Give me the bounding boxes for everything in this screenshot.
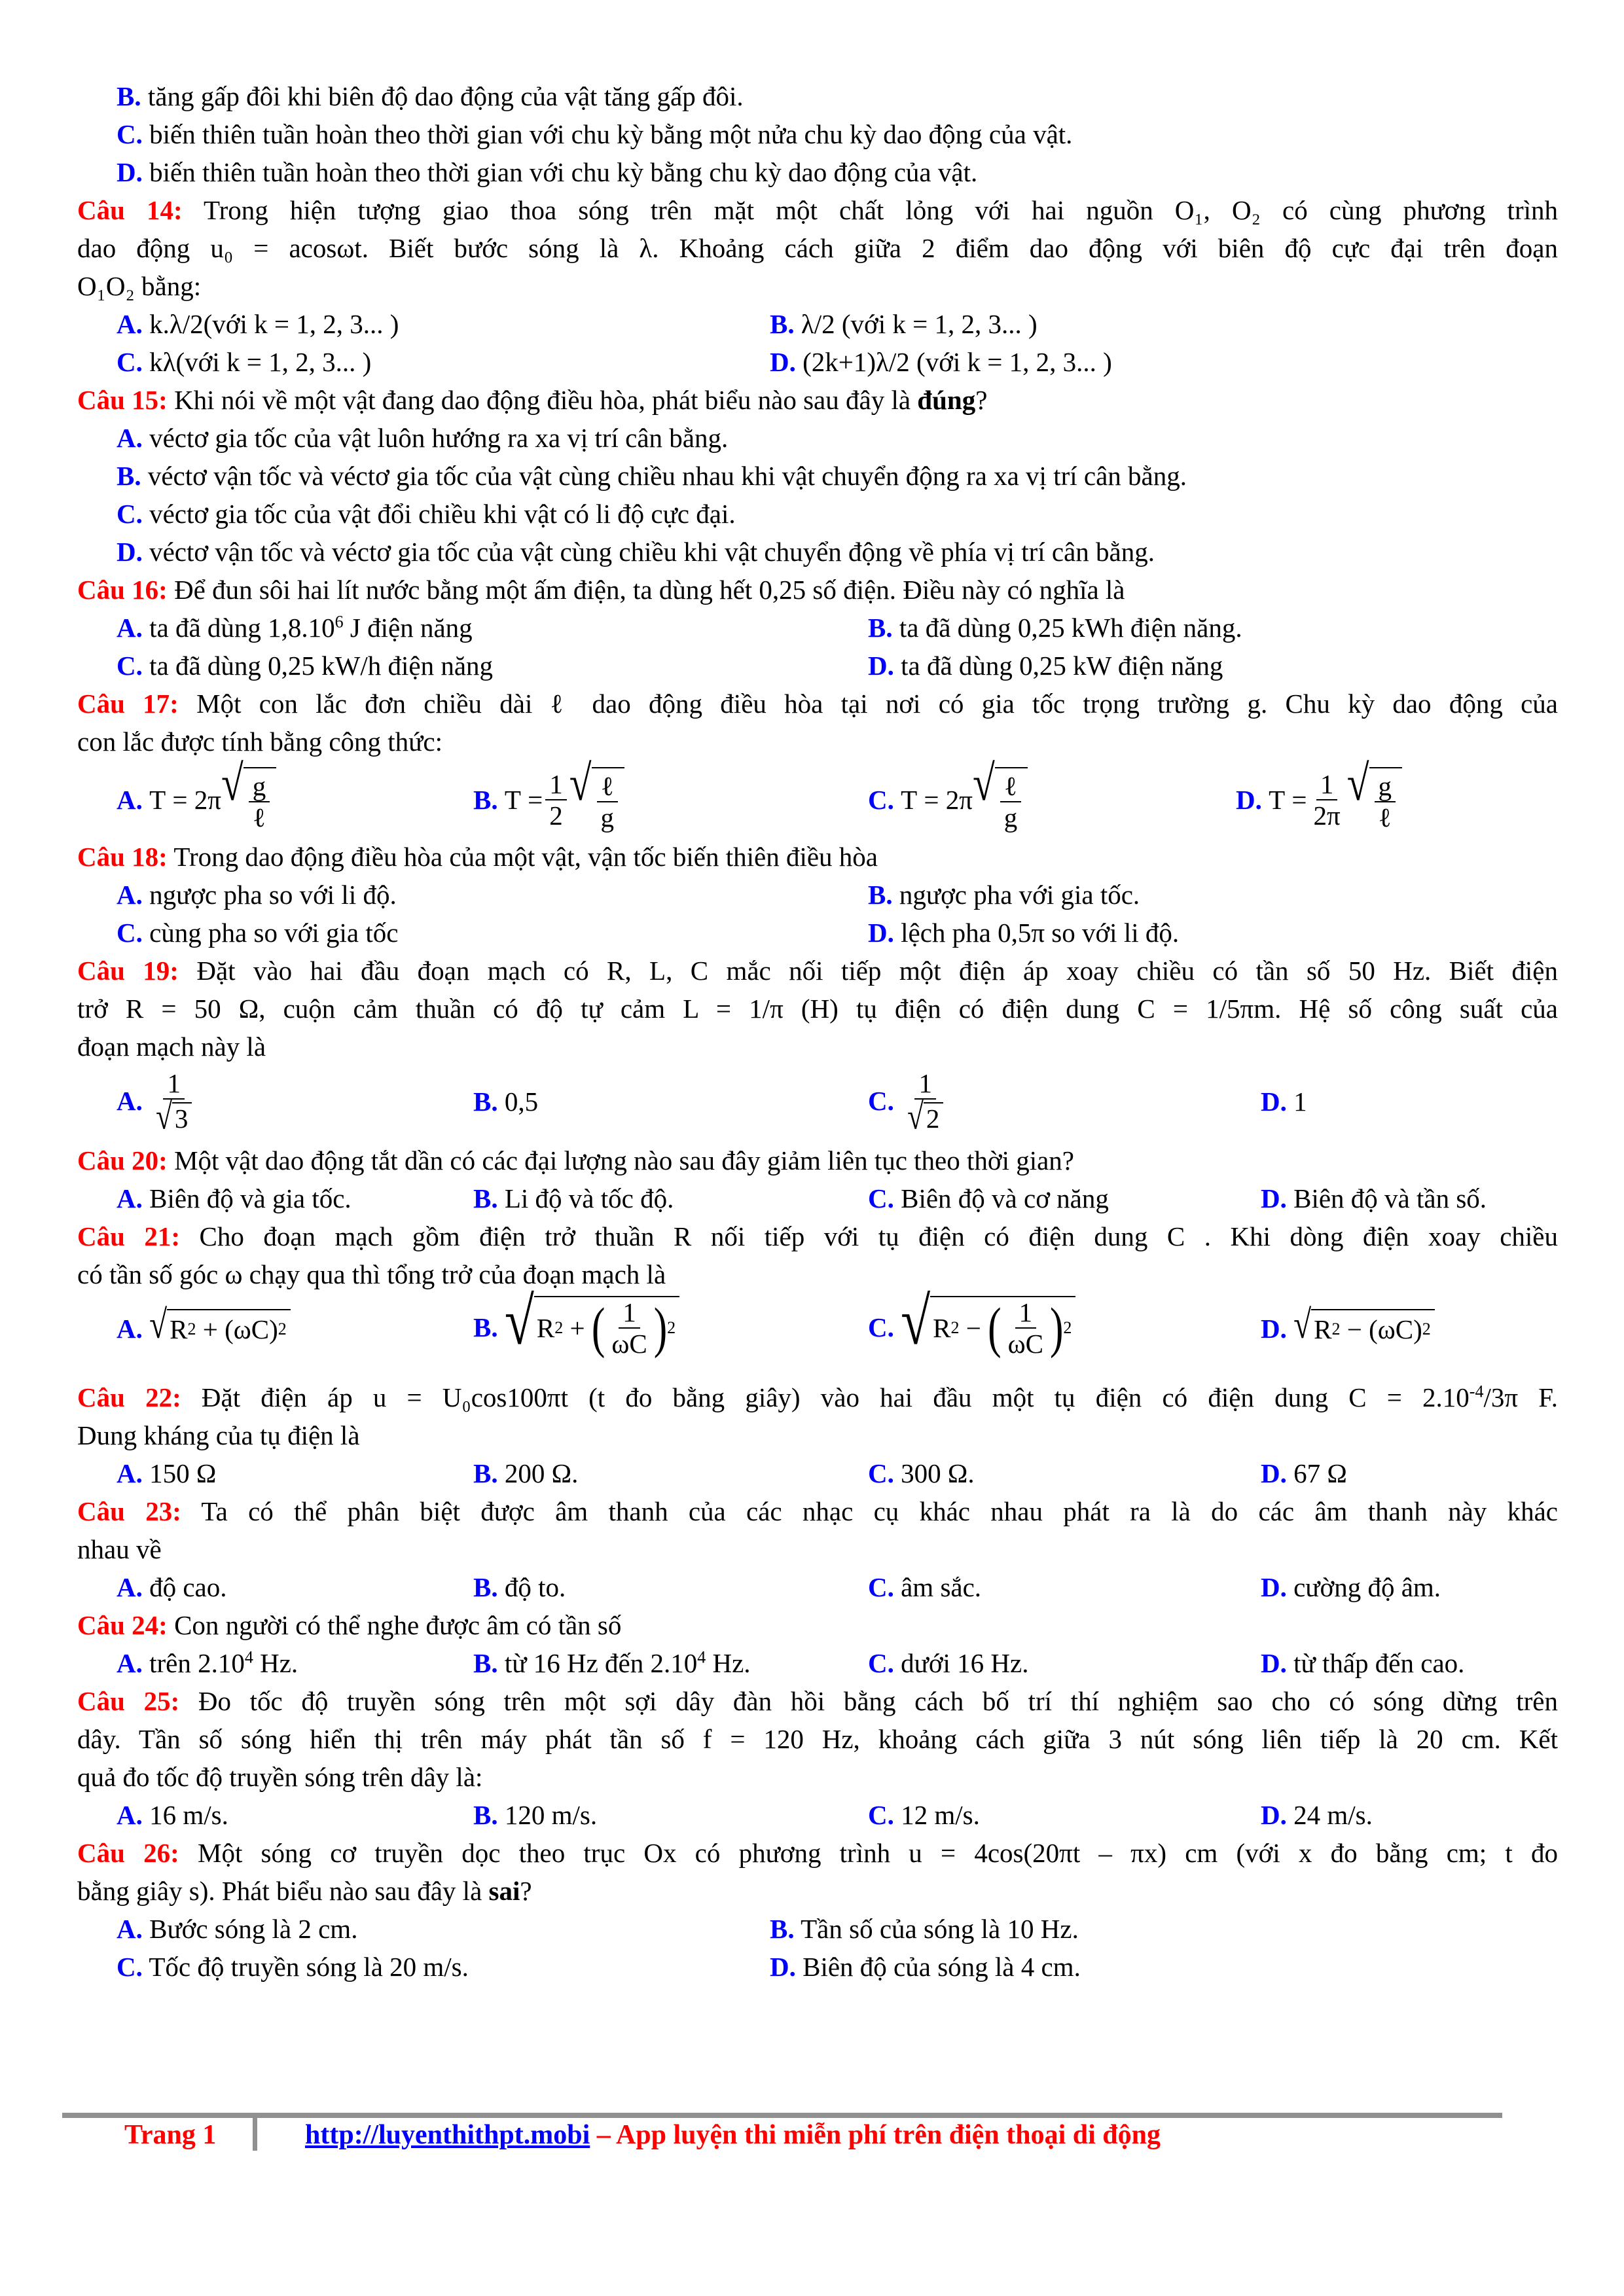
option-c[interactable]: C. dưới 16 Hz.	[868, 1648, 1029, 1678]
option-b[interactable]: B. 0,5	[473, 1086, 539, 1117]
option-b[interactable]: B. λ/2 (với k = 1, 2, 3... )	[770, 309, 1038, 339]
option-d[interactable]: D. ta đã dùng 0,25 kW điện năng	[868, 651, 1223, 681]
page-number: Trang 1	[124, 2120, 217, 2150]
options-row	[77, 305, 1558, 343]
option-b[interactable]: B. Li độ và tốc độ.	[473, 1183, 674, 1213]
footer-promo	[305, 2119, 1161, 2151]
question-text: có tần số góc ω chạy qua thì tổng trở của đoạn mạch là	[77, 1259, 666, 1289]
option-c[interactable]: C. 300 Ω.	[868, 1458, 975, 1488]
option-d[interactable]: D. 1	[1261, 1086, 1307, 1117]
options-row	[77, 914, 1558, 952]
question-19: Câu 19: Đặt vào hai đầu đoạn mạch có R, L, C mắc nối tiếp một điện áp xoay chiều có tần số 50 Hz. Biết điện	[77, 956, 1558, 986]
option-c[interactable]: C. ta đã dùng 0,25 kW/h điện năng	[117, 651, 494, 681]
question-17: Câu 17: Một con lắc đơn chiều dài ℓ dao động điều hòa tại nơi có gia tốc trọng trường g. Chu kỳ dao động của	[77, 689, 1558, 719]
options-row	[77, 647, 1558, 685]
option-c[interactable]: C. kλ(với k = 1, 2, 3... )	[117, 347, 372, 377]
options-row	[77, 343, 1558, 381]
question-23: Câu 23: Ta có thể phân biệt được âm thanh của các nhạc cụ khác nhau phát ra là do các âm thanh này khác	[77, 1496, 1558, 1526]
options-row	[77, 1568, 1558, 1606]
question-text: quả đo tốc độ truyền sóng trên dây là:	[77, 1762, 483, 1792]
option-b[interactable]: B. ngược pha với gia tốc.	[868, 880, 1140, 910]
options-row	[77, 876, 1558, 914]
question-text: dao động u₀ = acosωt. Biết bước sóng là λ. Khoảng cách giữa 2 điểm dao động với biên độ cực đại trên đoạn	[77, 233, 1558, 263]
option-d[interactable]: D. 67 Ω	[1261, 1458, 1347, 1488]
exam-content	[77, 77, 1558, 1986]
option-d[interactable]: D. Biên độ và tần số.	[1261, 1183, 1487, 1213]
question-text: trở R = 50 Ω, cuộn cảm thuần có độ tự cảm L = 1/π (H) tụ điện có điện dung C = 1/5πm. Hệ số công suất của	[77, 994, 1558, 1024]
formula-options-row	[77, 1283, 1558, 1378]
options-row	[77, 609, 1558, 647]
question-text: nhau về	[77, 1534, 162, 1564]
options-row	[77, 1910, 1558, 1948]
option-b[interactable]: B. 200 Ω.	[473, 1458, 579, 1488]
formula-options-row	[77, 755, 1558, 838]
option-line: C. biến thiên tuần hoàn theo thời gian với chu kỳ bằng một nửa chu kỳ dao động của vật.	[117, 119, 1073, 149]
option-c[interactable]: C. √ R 2 − ( $\frac{1}{\omega C}$ ) 2	[868, 1296, 1075, 1359]
question-14: Câu 14: Trong hiện tượng giao thoa sóng trên mặt một chất lỏng với hai nguồn O₁, O₂ có cùng phương trình	[77, 195, 1558, 225]
option-d[interactable]: D. Biên độ của sóng là 4 cm.	[770, 1952, 1081, 1982]
option-d[interactable]: D. 24 m/s.	[1261, 1800, 1373, 1830]
question-text: bằng giây s). Phát biểu nào sau đây là sai?	[77, 1876, 532, 1906]
question-text: dây. Tần số sóng hiển thị trên máy phát tần số f = 120 Hz, khoảng cách giữa 3 nút sóng liên tiếp là 20 cm. Kết	[77, 1724, 1558, 1754]
option-d[interactable]: D. lệch pha 0,5π so với li độ.	[868, 918, 1180, 948]
option-a[interactable]: A. độ cao.	[117, 1572, 227, 1602]
option-b[interactable]: B. 120 m/s.	[473, 1800, 598, 1830]
option-b[interactable]: B. véctơ vận tốc và véctơ gia tốc của vật cùng chiều nhau khi vật chuyển động ra xa vị trí cân bằng.	[117, 461, 1187, 491]
formula-options-row	[77, 1066, 1558, 1141]
option-a[interactable]: A. ta đã dùng 1,8.10$^6$ J điện năng	[117, 612, 473, 643]
question-21: Câu 21: Cho đoạn mạch gồm điện trở thuần R nối tiếp với tụ điện có điện dung C . Khi dòng điện xoay chiều	[77, 1221, 1558, 1251]
question-26: Câu 26: Một sóng cơ truyền dọc theo trục Ox có phương trình u = 4cos(20πt – πx) cm (với x đo bằng cm; t đo	[77, 1838, 1558, 1868]
option-a[interactable]: A. 150 Ω	[117, 1458, 217, 1488]
option-a[interactable]: A. 1 √ 3	[117, 1068, 198, 1134]
question-20: Câu 20: Một vật dao động tắt dần có các đại lượng nào sau đây giảm liên tục theo thời gian?	[77, 1145, 1074, 1175]
option-a[interactable]: A. √ R 2 + ( ωC ) 2	[117, 1309, 291, 1348]
option-b[interactable]: B. từ 16 Hz đến 2.10$^4$ Hz.	[473, 1647, 751, 1678]
option-b[interactable]: B. √ R 2 + ( $\frac{1}{\omega C}$ ) 2	[473, 1296, 679, 1359]
question-25: Câu 25: Đo tốc độ truyền sóng trên một sợi dây đàn hồi bằng cách bố trí thí nghiệm sao cho có sóng dừng trên	[77, 1686, 1558, 1716]
option-a[interactable]: A. trên 2.10$^4$ Hz.	[117, 1647, 298, 1678]
option-c[interactable]: C. T = 2π √ $\frac{\text{ℓ}}{g}$	[868, 767, 1028, 833]
option-c[interactable]: C. Tốc độ truyền sóng là 20 m/s.	[117, 1952, 469, 1982]
option-c[interactable]: C. âm sắc.	[868, 1572, 982, 1602]
options-row	[77, 1948, 1558, 1986]
question-text: O₁O₂ bằng:	[77, 271, 202, 301]
option-line: D. biến thiên tuần hoàn theo thời gian với chu kỳ bằng chu kỳ dao động của vật.	[117, 157, 978, 187]
footer-separator	[253, 2118, 257, 2151]
option-d[interactable]: D. T = $\frac{1}{2\pi}$ √ $\frac{g}{\text{ℓ}}$	[1236, 767, 1402, 833]
question-16: Câu 16: Để đun sôi hai lít nước bằng một ấm điện, ta dùng hết 0,25 số điện. Điều này có nghĩa là	[77, 575, 1125, 605]
option-d[interactable]: D. từ thấp đến cao.	[1261, 1648, 1465, 1678]
question-text: con lắc được tính bằng công thức:	[77, 726, 442, 757]
option-c[interactable]: C. cùng pha so với gia tốc	[117, 918, 399, 948]
option-a[interactable]: A. ngược pha so với li độ.	[117, 880, 397, 910]
options-row	[77, 1179, 1558, 1217]
question-text: Dung kháng của tụ điện là	[77, 1420, 360, 1450]
question-text: đoạn mạch này là	[77, 1031, 266, 1062]
footer-divider	[62, 2113, 1502, 2118]
option-d[interactable]: D. cường độ âm.	[1261, 1572, 1441, 1602]
question-18: Câu 18: Trong dao động điều hòa của một vật, vận tốc biến thiên điều hòa	[77, 842, 878, 872]
option-d[interactable]: D. (2k+1)λ/2 (với k = 1, 2, 3... )	[770, 347, 1112, 377]
option-b[interactable]: B. ta đã dùng 0,25 kWh điện năng.	[868, 613, 1242, 643]
question-24: Câu 24: Con người có thể nghe được âm có tần số	[77, 1610, 622, 1640]
option-c[interactable]: C. Biên độ và cơ năng	[868, 1183, 1109, 1213]
question-15: Câu 15: Khi nói về một vật đang dao động điều hòa, phát biểu nào sau đây là đúng?	[77, 385, 988, 415]
options-row	[77, 1454, 1558, 1492]
option-line: B. tăng gấp đôi khi biên độ dao động của vật tăng gấp đôi.	[117, 81, 744, 111]
question-22: Câu 22: Đặt điện áp u = U₀cos100πt (t đo bằng giây) vào hai đầu một tụ điện có điện dung $C = 2.10^{-4}/3\pi$ F.	[77, 1382, 1558, 1412]
option-a[interactable]: A. T = 2π √ $\frac{g}{\text{ℓ}}$	[117, 767, 276, 833]
option-b[interactable]: B. T = $\frac{1}{2}$ √ $\frac{\text{ℓ}}{g}$	[473, 767, 624, 833]
options-row	[77, 1644, 1558, 1682]
option-a[interactable]: A. Biên độ và gia tốc.	[117, 1183, 352, 1213]
option-a[interactable]: A. Bước sóng là 2 cm.	[117, 1914, 358, 1944]
option-a[interactable]: A. véctơ gia tốc của vật luôn hướng ra xa vị trí cân bằng.	[117, 423, 729, 453]
option-a[interactable]: A. k.λ/2(với k = 1, 2, 3... )	[117, 309, 399, 339]
footer-tagline: – App luyện thi miễn phí trên điện thoại di động	[590, 2120, 1161, 2150]
option-a[interactable]: A. 16 m/s.	[117, 1800, 228, 1830]
options-row	[77, 1796, 1558, 1834]
footer-link[interactable]: http://luyenthithpt.mobi	[305, 2120, 590, 2150]
option-d[interactable]: D. √ R 2 − ( ωC ) 2	[1261, 1309, 1435, 1348]
option-b[interactable]: B. độ to.	[473, 1572, 566, 1602]
option-c[interactable]: C. 12 m/s.	[868, 1800, 980, 1830]
option-c[interactable]: C. 1 √ 2	[868, 1068, 950, 1134]
option-c[interactable]: C. véctơ gia tốc của vật đổi chiều khi vật có li độ cực đại.	[117, 499, 736, 529]
option-d[interactable]: D. véctơ vận tốc và véctơ gia tốc của vật cùng chiều khi vật chuyển động về phía vị trí cân bằng.	[117, 537, 1155, 567]
option-b[interactable]: B. Tần số của sóng là 10 Hz.	[770, 1914, 1079, 1944]
